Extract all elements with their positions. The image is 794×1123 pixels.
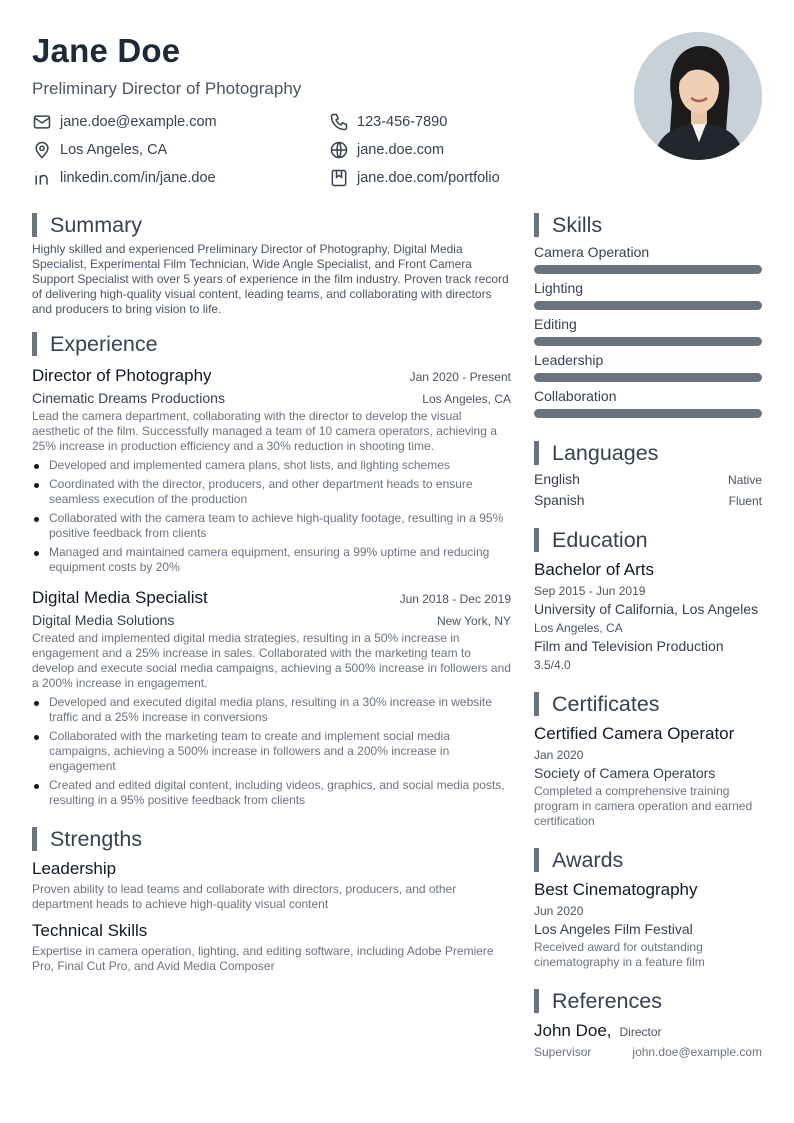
certificates-title: Certificates <box>552 692 660 716</box>
profile-photo <box>634 32 762 160</box>
section-accent-bar <box>534 528 539 552</box>
strength-title: Leadership <box>32 859 117 878</box>
strengths-title: Strengths <box>50 827 143 851</box>
portfolio-icon <box>329 168 349 188</box>
education-gpa: 3.5/4.0 <box>534 658 571 672</box>
reference-name: John Doe, <box>534 1021 612 1040</box>
references-heading <box>534 988 762 1014</box>
job-date: Jan 2020 - Present <box>409 370 511 384</box>
experience-title: Experience <box>50 332 158 356</box>
strength-title: Technical Skills <box>32 921 148 940</box>
skill-name: Leadership <box>534 352 604 368</box>
languages-title: Languages <box>552 441 659 465</box>
education-entry <box>534 559 762 673</box>
reference-email[interactable]: john.doe@example.com <box>632 1045 762 1059</box>
award-issuer: Los Angeles Film Festival <box>534 921 693 937</box>
award-entry <box>534 879 762 970</box>
language-name: English <box>534 471 580 487</box>
contact-portfolio-text: jane.doe.com/portfolio <box>357 170 500 186</box>
globe-icon <box>329 140 349 160</box>
language-level: Fluent <box>728 494 762 508</box>
summary-text: Highly skilled and experienced Preliminary Director of Photography, Digital Media Specialist, Experimental Film Technician, Wide Angle Specialist, and Front Camera Support Specialist with over 5 years of experience in the film industry. Proven track record of delivering high-quality visual content, leading teams, and collaborating with directors and producers to bring vision to life. <box>32 242 509 316</box>
job-bullet: Created and edited digital content, including videos, graphics, and social media posts, resulting in a 95% positive feedback from clients <box>32 778 511 808</box>
education-school: University of California, Los Angeles <box>534 601 759 617</box>
job-bullets <box>32 458 511 575</box>
job-company: Digital Media Solutions <box>32 612 175 628</box>
contact-phone-text: 123-456-7890 <box>357 114 448 130</box>
certificate-name: Certified Camera Operator <box>534 724 735 743</box>
contact-location-text: Los Angeles, CA <box>60 142 168 158</box>
education-degree: Bachelor of Arts <box>534 560 655 579</box>
language-name: Spanish <box>534 492 585 508</box>
right-column <box>534 212 762 1059</box>
job-location: Los Angeles, CA <box>422 392 511 406</box>
skill-level-bar <box>534 373 762 382</box>
job-bullet: Managed and maintained camera equipment, ensuring a 99% uptime and reducing equipment costs by 20% <box>32 545 511 575</box>
contact-email-text: jane.doe@example.com <box>60 114 217 130</box>
section-accent-bar <box>32 827 37 851</box>
strength-description: Expertise in camera operation, lighting, and editing software, including Adobe Premiere Pro, Final Cut Pro, and Avid Media Composer <box>32 944 494 973</box>
education-location: Los Angeles, CA <box>534 621 623 635</box>
full-name: Jane Doe <box>32 32 181 69</box>
awards-heading <box>534 847 762 873</box>
section-accent-bar <box>32 332 37 356</box>
mail-icon <box>32 112 52 132</box>
contact-email[interactable] <box>32 111 329 133</box>
contact-linkedin-text: linkedin.com/in/jane.doe <box>60 170 216 186</box>
references-title: References <box>552 989 662 1013</box>
contact-phone[interactable] <box>329 111 529 133</box>
contact-website-text: jane.doe.com <box>357 142 445 158</box>
job-bullet: Collaborated with the camera team to achieve high-quality footage, resulting in a 95% positive feedback from clients <box>32 511 511 541</box>
job-location: New York, NY <box>436 614 511 628</box>
certificate-date: Jan 2020 <box>534 748 584 762</box>
job-entry <box>32 587 511 808</box>
contact-website[interactable] <box>329 139 529 161</box>
left-column <box>32 212 511 974</box>
section-accent-bar <box>534 692 539 716</box>
job-bullet: Developed and implemented camera plans, shot lists, and lighting schemes <box>32 458 511 473</box>
skills-list <box>534 243 762 418</box>
education-heading <box>534 527 762 553</box>
award-date: Jun 2020 <box>534 904 584 918</box>
job-bullet: Collaborated with the marketing team to create and implement social media campaigns, achieving a 500% increase in followers and a 200% increase in engagement <box>32 729 511 774</box>
job-bullets <box>32 695 511 808</box>
job-title: Digital Media Specialist <box>32 588 208 607</box>
job-entry <box>32 365 511 575</box>
contact-portfolio[interactable] <box>329 167 529 189</box>
job-description: Lead the camera department, collaborating with the director to develop the visual aesthetic of the film. Successfully managed a team of 10 camera operators, achieving a 25% increase in production efficiency and a 30% reduction in shooting time. <box>32 409 497 453</box>
skills-title: Skills <box>552 213 603 237</box>
certificate-issuer: Society of Camera Operators <box>534 765 716 781</box>
skill-level-bar <box>534 337 762 346</box>
reference-role: Director <box>619 1025 662 1039</box>
skill-level-bar <box>534 265 762 274</box>
section-accent-bar <box>534 848 539 872</box>
awards-title: Awards <box>552 848 624 872</box>
contact-location <box>32 139 329 161</box>
job-bullet: Developed and executed digital media plans, resulting in a 30% increase in website traffic and a 25% increase in conversions <box>32 695 511 725</box>
section-accent-bar <box>534 441 539 465</box>
strength-description: Proven ability to lead teams and collaborate with directors, producers, and other department heads to achieve high-quality visual content <box>32 882 457 911</box>
reference-relation: Supervisor <box>534 1045 592 1059</box>
location-pin-icon <box>32 140 52 160</box>
education-date: Sep 2015 - Jun 2019 <box>534 584 646 598</box>
language-item <box>534 470 762 488</box>
skill-name: Camera Operation <box>534 244 650 260</box>
language-item <box>534 491 762 509</box>
skills-heading <box>534 212 762 238</box>
job-title: Director of Photography <box>32 366 212 385</box>
job-bullet: Coordinated with the director, producers, and other department heads to ensure seamless execution of the production <box>32 477 511 507</box>
experience-heading <box>32 331 511 357</box>
contact-list <box>32 111 532 189</box>
certificates-heading <box>534 691 762 717</box>
profile-photo-illustration <box>634 32 762 160</box>
strengths-heading <box>32 826 511 852</box>
award-description: Received award for outstanding cinematography in a feature film <box>534 940 705 969</box>
skill-name: Collaboration <box>534 388 617 404</box>
strength-item <box>32 920 511 974</box>
education-title: Education <box>552 528 648 552</box>
award-name: Best Cinematography <box>534 880 698 899</box>
skill-name: Editing <box>534 316 577 332</box>
resume-header <box>32 30 592 100</box>
languages-heading <box>534 440 762 466</box>
section-accent-bar <box>534 989 539 1013</box>
skill-level-bar <box>534 409 762 418</box>
education-field: Film and Television Production <box>534 638 724 654</box>
skill-name: Lighting <box>534 280 584 296</box>
job-date: Jun 2018 - Dec 2019 <box>399 592 511 606</box>
phone-icon <box>329 112 349 132</box>
summary-heading <box>32 212 511 238</box>
section-accent-bar <box>32 213 37 237</box>
reference-entry <box>534 1020 762 1059</box>
language-level: Native <box>727 473 762 487</box>
contact-linkedin[interactable] <box>32 167 329 189</box>
certificate-entry <box>534 723 762 829</box>
summary-title: Summary <box>50 213 142 237</box>
strength-item <box>32 858 511 912</box>
headline: Preliminary Director of Photography <box>32 79 302 98</box>
linkedin-icon <box>32 168 52 188</box>
skill-level-bar <box>534 301 762 310</box>
section-accent-bar <box>534 213 539 237</box>
certificate-description: Completed a comprehensive training program in camera operation and earned certification <box>534 784 753 828</box>
job-company: Cinematic Dreams Productions <box>32 390 225 406</box>
job-description: Created and implemented digital media strategies, resulting in a 50% increase in engagement and a 25% increase in sales. Collaborated with the marketing team to develop and execute social media campaigns, achieving a 500% increase in followers and a 200% increase in engagement. <box>32 631 511 690</box>
